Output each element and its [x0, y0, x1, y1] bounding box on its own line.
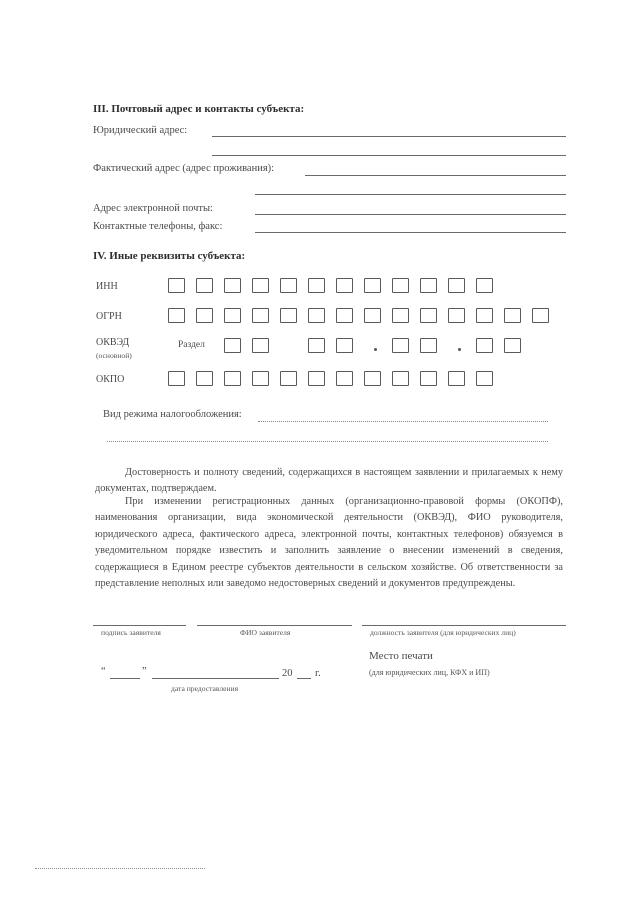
declaration-paragraph-2: При изменении регистрационных данных (организационно-правовой формы (ОКОПФ), наименования организации, вида экономической деятельности (ОКВЭД), ФИО руководителя, юридического адреса, фактического адреса, электронной почты, контактных телефонов) обязуемся в уведомительном порядке известить и заполнить заявление о внесении изменений в сведения, содержащиеся в Едином реестре субъектов деятельности в сельском хозяйстве. Об ответственности за представление неполных или заведомо недостоверных сведений и документов предупреждены. — [95, 496, 563, 590]
razdel-label: Раздел — [178, 340, 205, 350]
inn-digit-box[interactable] — [392, 278, 409, 293]
stamp-note: (для юридических лиц, КФХ и ИП) — [369, 668, 490, 677]
ogrn-digit-box[interactable] — [252, 308, 269, 323]
okved-digit-box[interactable] — [392, 338, 409, 353]
okved-digit-box[interactable] — [476, 338, 493, 353]
declaration-paragraph-1: Достоверность и полноту сведений, содержащихся в настоящем заявлении и прилагаемых к нему документах, подтверждаем. — [95, 467, 563, 495]
ogrn-digit-box[interactable] — [168, 308, 185, 323]
inn-label: ИНН — [96, 281, 118, 292]
footer-rule — [35, 868, 205, 869]
actual-address-field-line2[interactable] — [255, 194, 566, 195]
legal-address-field-line2[interactable] — [212, 155, 566, 156]
signature-caption: подпись заявителя — [101, 628, 161, 637]
section4-title: IV. Иные реквизиты субъекта: — [93, 250, 246, 262]
ogrn-digit-box[interactable] — [280, 308, 297, 323]
okved-razdel-box[interactable] — [252, 338, 269, 353]
okpo-digit-box[interactable] — [364, 371, 381, 386]
inn-digit-box[interactable] — [168, 278, 185, 293]
okved-digit-box[interactable] — [336, 338, 353, 353]
date-month-line[interactable] — [152, 678, 279, 679]
ogrn-digit-box[interactable] — [448, 308, 465, 323]
applicant-position-caption: должность заявителя (для юридических лиц) — [370, 628, 516, 637]
ogrn-digit-box[interactable] — [504, 308, 521, 323]
okved-separator-dot — [374, 348, 377, 351]
okpo-digit-box[interactable] — [168, 371, 185, 386]
applicant-position-line[interactable] — [362, 625, 566, 626]
stamp-label: Место печати — [369, 650, 433, 662]
okved-digit-box[interactable] — [420, 338, 437, 353]
date-year-line[interactable] — [297, 678, 311, 679]
inn-digit-box[interactable] — [196, 278, 213, 293]
ogrn-digit-box[interactable] — [420, 308, 437, 323]
ogrn-digit-box[interactable] — [532, 308, 549, 323]
ogrn-digit-box[interactable] — [224, 308, 241, 323]
tax-regime-field-line1[interactable] — [258, 421, 548, 422]
date-day-line[interactable] — [110, 678, 140, 679]
date-year-prefix: 20 — [282, 668, 293, 679]
legal-address-label: Юридический адрес: — [93, 125, 188, 136]
email-field-line[interactable] — [255, 214, 566, 215]
ogrn-digit-box[interactable] — [364, 308, 381, 323]
inn-digit-box[interactable] — [476, 278, 493, 293]
okpo-digit-box[interactable] — [280, 371, 297, 386]
okved-sub-label: (основной) — [96, 351, 132, 360]
date-quote-close: ” — [142, 666, 147, 677]
okpo-label: ОКПО — [96, 374, 125, 385]
okpo-digit-box[interactable] — [252, 371, 269, 386]
actual-address-label: Фактический адрес (адрес проживания): — [93, 163, 275, 174]
inn-digit-box[interactable] — [448, 278, 465, 293]
okpo-digit-box[interactable] — [420, 371, 437, 386]
ogrn-digit-box[interactable] — [308, 308, 325, 323]
email-label: Адрес электронной почты: — [93, 203, 213, 214]
ogrn-digit-box[interactable] — [476, 308, 493, 323]
okpo-digit-box[interactable] — [308, 371, 325, 386]
inn-digit-box[interactable] — [308, 278, 325, 293]
tax-regime-label: Вид режима налогообложения: — [103, 409, 242, 420]
inn-digit-box[interactable] — [224, 278, 241, 293]
ogrn-digit-box[interactable] — [336, 308, 353, 323]
okved-separator-dot — [458, 348, 461, 351]
okpo-digit-box[interactable] — [448, 371, 465, 386]
okpo-digit-box[interactable] — [196, 371, 213, 386]
okpo-digit-box[interactable] — [476, 371, 493, 386]
legal-address-field-line1[interactable] — [212, 136, 566, 137]
inn-digit-box[interactable] — [364, 278, 381, 293]
phones-field-line[interactable] — [255, 232, 566, 233]
inn-digit-box[interactable] — [336, 278, 353, 293]
inn-digit-box[interactable] — [252, 278, 269, 293]
signature-line[interactable] — [93, 625, 186, 626]
date-caption: дата предоставления — [171, 684, 239, 693]
okpo-digit-box[interactable] — [224, 371, 241, 386]
tax-regime-field-line2[interactable] — [107, 441, 548, 442]
ogrn-digit-box[interactable] — [392, 308, 409, 323]
actual-address-field-line1[interactable] — [305, 175, 566, 176]
okpo-digit-box[interactable] — [392, 371, 409, 386]
inn-digit-box[interactable] — [280, 278, 297, 293]
okved-razdel-box[interactable] — [224, 338, 241, 353]
okved-label: ОКВЭД — [96, 337, 130, 348]
okved-digit-box[interactable] — [308, 338, 325, 353]
date-year-suffix: г. — [315, 668, 321, 679]
ogrn-digit-box[interactable] — [196, 308, 213, 323]
inn-digit-box[interactable] — [420, 278, 437, 293]
okpo-digit-box[interactable] — [336, 371, 353, 386]
section3-title: III. Почтовый адрес и контакты субъекта: — [93, 103, 305, 115]
okved-digit-box[interactable] — [504, 338, 521, 353]
date-quote-open: “ — [101, 666, 106, 677]
ogrn-label: ОГРН — [96, 311, 122, 322]
applicant-name-caption: ФИО заявителя — [240, 628, 291, 637]
phones-label: Контактные телефоны, факс: — [93, 221, 223, 232]
applicant-name-line[interactable] — [197, 625, 352, 626]
